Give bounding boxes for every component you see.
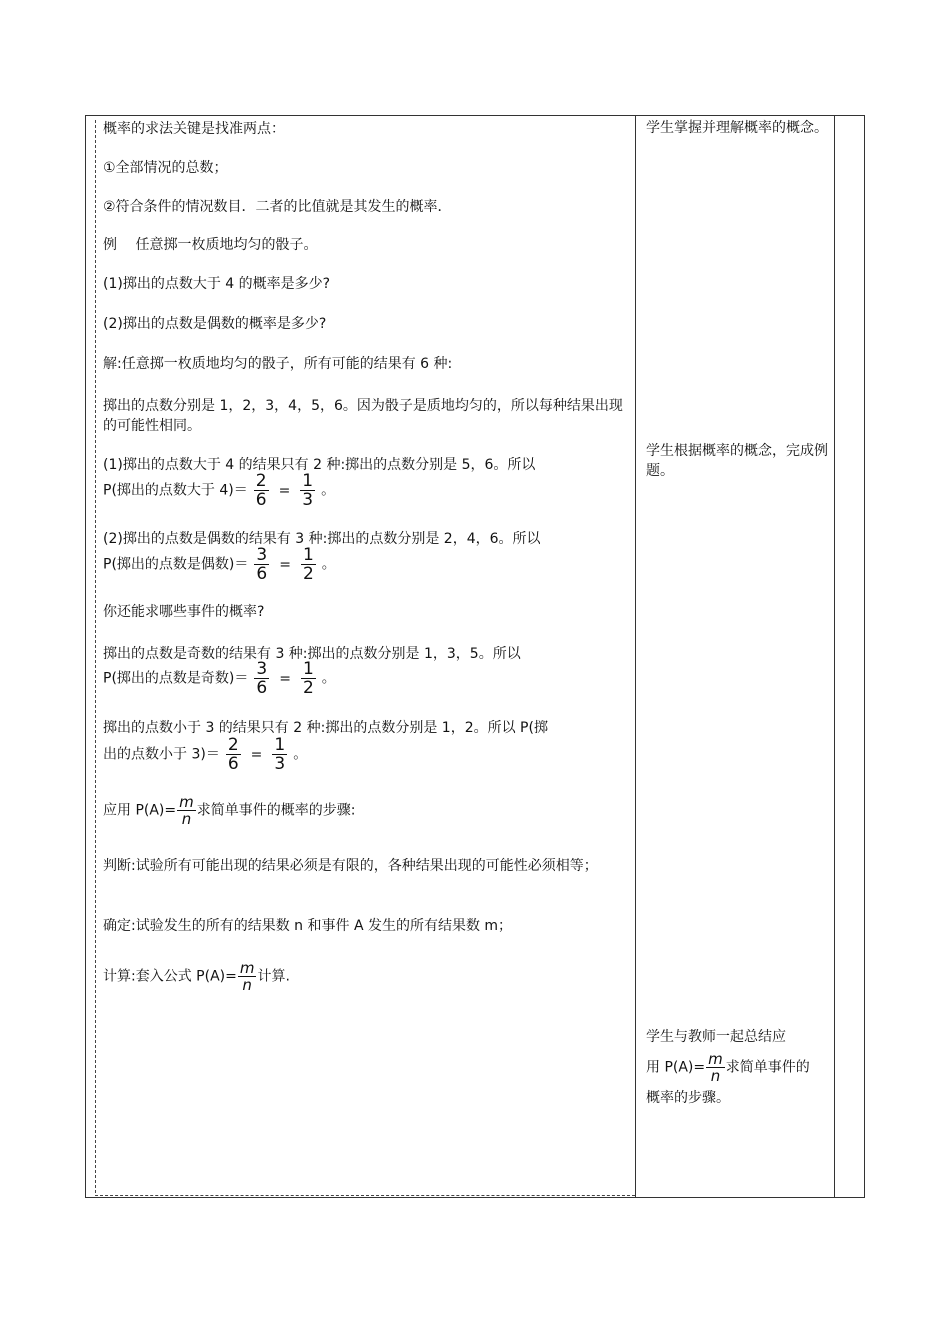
fraction: $\frac{2}{6}$	[227, 735, 239, 774]
odd-line: 掷出的点数是奇数的结果有 3 种:掷出的点数分别是 1，3，5。所以	[103, 646, 521, 662]
fraction: $\frac{1}{3}$	[274, 735, 286, 774]
point-1: ①全部情况的总数；	[103, 160, 228, 176]
fraction: $\frac{1}{3}$	[302, 471, 314, 510]
question-2: (2)掷出的点数是偶数的概率是多少?	[103, 316, 327, 332]
dashed-border	[95, 120, 96, 1193]
answer-1-formula: P(掷出的点数大于 4)＝ $\frac{2}{6}$ = $\frac{1}{3}$ 。	[103, 471, 336, 510]
key-title: 概率的求法关键是找准两点：	[103, 121, 285, 137]
apply-formula: 应用 P(A)= $\frac{m}{n}$ 求简单事件的概率的步骤:	[103, 793, 356, 828]
fraction: $\frac{3}{6}$	[256, 545, 268, 584]
answer-2-line: (2)掷出的点数是偶数的结果有 3 种:掷出的点数分别是 2，4，6。所以	[103, 531, 541, 547]
step-calc: 计算:套入公式 P(A)= $\frac{m}{n}$ 计算.	[103, 959, 290, 994]
student-note-3: 学生与教师一起总结应 用 P(A)= $\frac{m}{n}$ 求简单事件的 概率的步骤。	[646, 1029, 810, 1106]
solution-list: 掷出的点数分别是 1，2，3，4，5，6。因为骰子是质地均匀的，所以每种结果出现的可能性相同。	[103, 398, 623, 434]
fraction: $\frac{3}{6}$	[256, 659, 268, 698]
student-note-1: 学生掌握并理解概率的概念。	[646, 120, 828, 136]
prob-label: P(掷出的点数大于 4)＝	[103, 482, 248, 499]
prob-label: P(掷出的点数是偶数)＝	[103, 556, 249, 573]
answer-2-formula: P(掷出的点数是偶数)＝ $\frac{3}{6}$ = $\frac{1}{2}$ 。	[103, 545, 336, 584]
odd-formula: P(掷出的点数是奇数)＝ $\frac{3}{6}$ = $\frac{1}{2}$ 。	[103, 659, 336, 698]
point-2: ②符合条件的情况数目．二者的比值就是其发生的概率．	[103, 199, 452, 215]
solution-intro: 解:任意掷一枚质地均匀的骰子，所有可能的结果有 6 种:	[103, 356, 453, 372]
more-events: 你还能求哪些事件的概率?	[103, 604, 265, 620]
student-note-2: 学生根据概率的概念，完成例题。	[646, 443, 828, 479]
answer-1-line: (1)掷出的点数大于 4 的结果只有 2 种:掷出的点数分别是 5，6。所以	[103, 457, 536, 473]
less-formula: 出的点数小于 3)＝ $\frac{2}{6}$ = $\frac{1}{3}$ 。	[103, 735, 308, 774]
fraction: $\frac{1}{2}$	[302, 545, 314, 584]
step-judge: 判断:试验所有可能出现的结果必须是有限的，各种结果出现的可能性必须相等；	[103, 858, 598, 874]
less-line: 掷出的点数小于 3 的结果只有 2 种:掷出的点数分别是 1，2。所以 P(掷	[103, 720, 548, 736]
column-divider	[834, 116, 835, 1197]
question-1: (1)掷出的点数大于 4 的概率是多少?	[103, 276, 331, 292]
example-title: 例 任意掷一枚质地均匀的骰子。	[103, 237, 318, 253]
prob-label: P(掷出的点数是奇数)＝	[103, 670, 249, 687]
step-confirm: 确定:试验发生的所有的结果数 n 和事件 A 发生的所有结果数 m；	[103, 918, 513, 934]
column-divider	[635, 116, 636, 1197]
formula-fraction: $\frac{m}{n}$	[179, 793, 194, 828]
fraction: $\frac{1}{2}$	[302, 659, 314, 698]
formula-fraction: $\frac{m}{n}$	[708, 1050, 723, 1085]
formula-fraction: $\frac{m}{n}$	[239, 959, 255, 994]
prob-label: 出的点数小于 3)＝	[103, 746, 220, 763]
fraction: $\frac{2}{6}$	[255, 471, 267, 510]
dashed-border	[95, 1195, 635, 1196]
